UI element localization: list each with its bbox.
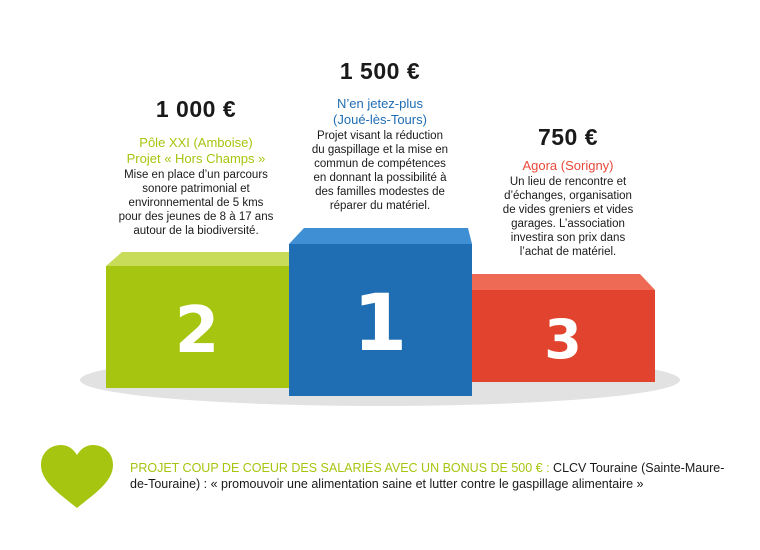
- favorite-project-description: CLCV Touraine (Sainte-Maure-de-Touraine) : « promouvoir une alimentation saine et lutter contre le gaspillage alimentaire »: [130, 461, 725, 491]
- amount-third: 750 €: [537, 124, 599, 150]
- description-line: en donnant la possibilité à: [313, 172, 447, 184]
- heart-icon: [41, 445, 113, 508]
- description-line: de vides greniers et vides: [502, 204, 634, 216]
- description-line: environnemental de 5 kms: [128, 197, 264, 209]
- description-line: réparer du matériel.: [329, 200, 431, 212]
- description-third: [478, 175, 658, 259]
- description-line: garages. L’association: [511, 218, 625, 230]
- rank-second: 2: [174, 294, 220, 368]
- podium-block-third: [472, 274, 655, 382]
- name-second-line1: Pôle XXI (Amboise): [139, 135, 253, 150]
- favorite-project-text: [130, 460, 730, 492]
- name-second-line2: Projet « Hors Champs »: [126, 151, 266, 166]
- name-second: [96, 135, 296, 167]
- description-line: commun de compétences: [314, 158, 446, 170]
- description-line: sonore patrimonial et: [142, 183, 250, 195]
- podium-block-first: [289, 228, 472, 396]
- description-first: [290, 129, 470, 213]
- name-first: [280, 96, 480, 128]
- amount-second: 1 000 €: [155, 96, 237, 122]
- description-line: l’achat de matériel.: [519, 246, 617, 258]
- name-third-line1: Agora (Sorigny): [522, 158, 614, 173]
- rank-first: 1: [352, 279, 408, 369]
- rank-third: 3: [544, 308, 582, 371]
- podium-block-second: [106, 252, 305, 388]
- amount-first: 1 500 €: [339, 58, 421, 84]
- description-line: investira son prix dans: [510, 232, 626, 244]
- name-first-line1: N’en jetez-plus: [337, 96, 423, 111]
- description-line: des familles modestes de: [315, 186, 445, 198]
- description-line: Un lieu de rencontre et: [509, 176, 627, 188]
- description-second: [96, 168, 296, 238]
- description-line: autour de la biodiversité.: [133, 225, 259, 237]
- description-line: Mise en place d’un parcours: [124, 169, 268, 181]
- description-line: pour des jeunes de 8 à 17 ans: [118, 211, 274, 223]
- description-line: du gaspillage et la mise en: [311, 144, 449, 156]
- description-line: d’échanges, organisation: [504, 190, 632, 202]
- favorite-project-lead: PROJET COUP DE COEUR DES SALARIÉS AVEC UN BONUS DE 500 € :: [130, 461, 550, 475]
- name-first-line2: (Joué-lès-Tours): [333, 112, 427, 127]
- description-line: Projet visant la réduction: [317, 130, 443, 142]
- name-third: [468, 158, 668, 174]
